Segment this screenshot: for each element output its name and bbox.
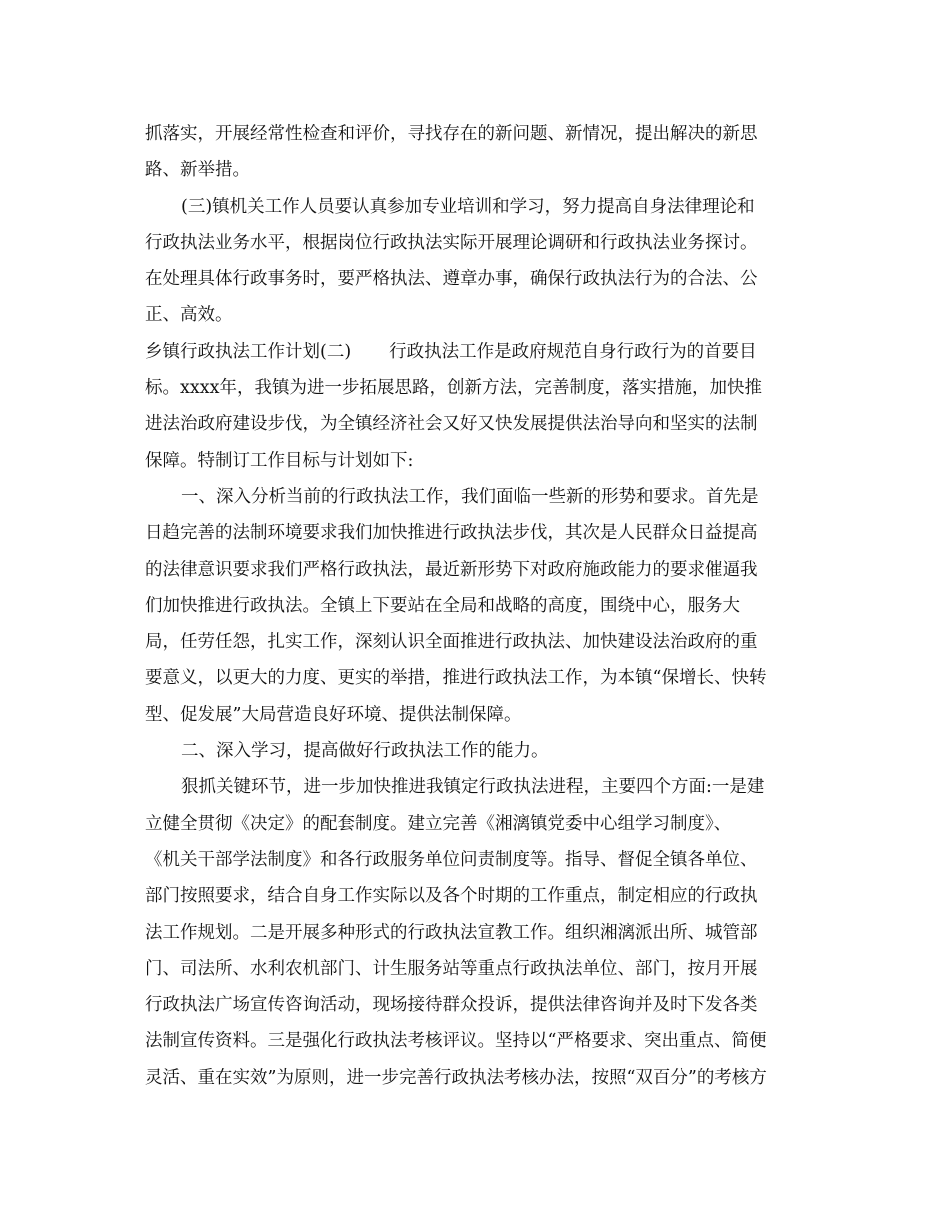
text-line: 的法律意识要求我们严格行政执法，最近新形势下对政府施政能力的要求催逼我 — [145, 559, 758, 580]
text-line: 立健全贯彻《决定》的配套制度。建立完善《湘漓镇党委中心组学习制度》、 — [145, 813, 732, 834]
text-line: 型、促发展”大局营造良好环境、提供法制保障。 — [145, 704, 522, 725]
text-line: 行政执法业务水平，根据岗位行政执法实际开展理论调研和行政执法业务探讨。 — [145, 232, 758, 253]
text-line: 法制宣传资料。三是强化行政执法考核评议。坚持以“严格要求、突出重点、简便 — [145, 1031, 767, 1052]
text-line: 要意义，以更大的力度、更实的举措，推进行政执法工作，为本镇“保增长、快转 — [145, 668, 767, 689]
text-line: (三)镇机关工作人员要认真参加专业培训和学习，努力提高自身法律理论和 — [181, 196, 755, 217]
text-line: 们加快推进行政执法。全镇上下要站在全局和战略的高度，围绕中心，服务大 — [145, 595, 740, 616]
text-line: 局，任劳任怨，扎实工作，深刻认识全面推进行政执法、加快建设法治政府的重 — [145, 632, 758, 653]
text-line: 门、司法所、水利农机部门、计生服务站等重点行政执法单位、部门，按月开展 — [145, 958, 758, 979]
document-body — [145, 116, 815, 1096]
section-heading: 乡镇行政执法工作计划(二) — [145, 341, 352, 362]
text-line: 一、深入分析当前的行政执法工作，我们面临一些新的形势和要求。首先是 — [181, 486, 759, 507]
text-line: 《机关干部学法制度》和各行政服务单位问责制度等。指导、督促全镇各单位、 — [145, 849, 758, 870]
text-line: 狠抓关键环节，进一步加快推进我镇定行政执法进程，主要四个方面:一是建 — [181, 777, 765, 798]
text-line: 二、深入学习，提高做好行政执法工作的能力。 — [181, 741, 549, 762]
text-line: 正、高效。 — [145, 305, 233, 326]
text-line: 保障。特制订工作目标与计划如下: — [145, 450, 414, 471]
text-line: 路、新举措。 — [145, 160, 250, 181]
text-line-continuation: 行政执法工作是政府规范自身行政行为的首要目 — [389, 341, 757, 362]
text-line: 灵活、重在实效”为原则，进一步完善行政执法考核办法，按照“双百分”的考核方 — [145, 1067, 767, 1088]
text-line: 在处理具体行政事务时，要严格执法、遵章办事，确保行政执法行为的合法、公 — [145, 269, 758, 290]
text-line: 法工作规划。二是开展多种形式的行政执法宣教工作。组织湘漓派出所、城管部 — [145, 922, 758, 943]
text-line: 日趋完善的法制环境要求我们加快推进行政执法步伐，其次是人民群众日益提高 — [145, 523, 758, 544]
text-line: 标。xxxx年，我镇为进一步拓展思路，创新方法，完善制度，落实措施，加快推 — [145, 378, 762, 399]
text-line: 行政执法广场宣传咨询活动，现场接待群众投诉，提供法律咨询并及时下发各类 — [145, 995, 758, 1016]
section-heading-line — [145, 334, 815, 370]
text-line: 抓落实，开展经常性检查和评价，寻找存在的新问题、新情况，提出解决的新思 — [145, 124, 758, 144]
text-line: 进法治政府建设步伐，为全镇经济社会又好又快发展提供法治导向和坚实的法制 — [145, 414, 758, 435]
text-line: 部门按照要求，结合自身工作实际以及各个时期的工作重点，制定相应的行政执 — [145, 886, 758, 907]
